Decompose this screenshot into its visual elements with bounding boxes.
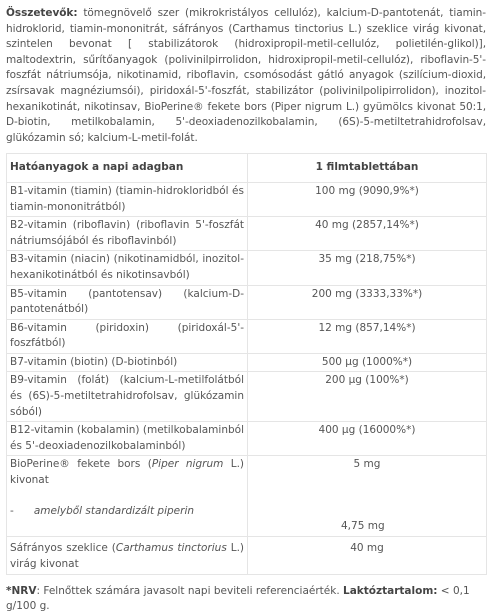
row-value	[248, 456, 487, 537]
header-per-tablet: 1 filmtablettában	[248, 154, 487, 183]
row-name: B6-vitamin (piridoxin) (piridoxál-5'-foszfátból)	[7, 319, 248, 353]
table-row-safflower	[7, 537, 487, 574]
row-value: 40 mg	[248, 537, 487, 574]
table-row	[7, 353, 487, 372]
row-name: Sáfrányos szeklice (Carthamus tinctorius L.) virág kivonat	[7, 537, 248, 574]
row-name: B1-vitamin (tiamin) (tiamin-hidrokloridból és tiamin-mononitrátból)	[7, 182, 248, 216]
table-row	[7, 319, 487, 353]
row-name: B2-vitamin (riboflavin) (riboflavin 5'-foszfát nátriumsójából és riboflavinból)	[7, 217, 248, 251]
ingredients-text: tömegnövelő szer (mikrokristályos cellulóz), kalcium-D-pantotenát, tiamin-hidroklorid, tiamin-mononitrát, sáfrányos (Carthamus tinctorius L.) szeklice virág kivonat, szintelen bevonat [ stabilizátorok (hidroxipropil-metil-cellulóz, polietilén-glikol)], maltodextrin, sűrítőanyagok (polivinilpirrolidon, hidroxipropil-metil-cellulóz), riboflavin-5'-foszfát nátriumsója, nikotinamid, riboflavin, csomósodást gátló anyagok (szilícium-dioxid, zsírsavak magnéziumsói), piridoxál-5'-foszfát, stabilizátor (polivinilpolipirrolidon), inozitol-hexanikotinát, nikotinsav, BioPerine® fekete bors (Piper nigrum L.) gyümölcs kivonat 50:1, D-biotin, metilkobalamin, 5'-deoxiadenozilkobalamin, (6S)-5-metiltetrahidrofolsav, glükózamin só; kalcium-L-metil-folát.	[6, 7, 486, 144]
row-value: 12 mg (857,14%*)	[248, 319, 487, 353]
table-row	[7, 217, 487, 251]
table-row	[7, 372, 487, 422]
row-name: B7-vitamin (biotin) (D-biotinból)	[7, 353, 248, 372]
table-header-row	[7, 154, 487, 183]
row-value: 35 mg (218,75%*)	[248, 251, 487, 285]
row-value: 200 mg (3333,33%*)	[248, 285, 487, 319]
row-name: BioPerine® fekete bors (Piper nigrum L.) kivonat - amelyből standardizált piperin	[7, 456, 248, 537]
row-value: 200 µg (100%*)	[248, 372, 487, 422]
header-active-ingredients: Hatóanyagok a napi adagban	[7, 154, 248, 183]
row-value: 40 mg (2857,14%*)	[248, 217, 487, 251]
row-name: B3-vitamin (niacin) (nikotinamidból, inozitol-hexanikotinátból és nikotinsavból)	[7, 251, 248, 285]
row-value: 500 µg (1000%*)	[248, 353, 487, 372]
nutrition-table	[6, 153, 487, 574]
table-row	[7, 251, 487, 285]
table-row	[7, 422, 487, 456]
table-row	[7, 285, 487, 319]
bioperine-value: 5 mg	[353, 458, 381, 471]
ingredients-label: Összetevők:	[6, 7, 78, 19]
nrv-text: : Felnőttek számára javasolt napi beviteli referenciaérték.	[36, 584, 340, 597]
lactose-label: Laktóztartalom:	[343, 584, 438, 597]
nrv-label: *NRV	[6, 584, 37, 597]
piperine-subline: - amelyből standardizált piperin	[10, 504, 195, 517]
row-value: 400 µg (16000%*)	[248, 422, 487, 456]
table-row	[7, 182, 487, 216]
footnote	[6, 584, 486, 615]
table-row-bioperine	[7, 456, 487, 537]
row-name: B5-vitamin (pantotensav) (kalcium-D-pantotenátból)	[7, 285, 248, 319]
row-name: B9-vitamin (folát) (kalcium-L-metilfolátból és (6S)-5-metiltetrahidrofolsav, glükózamin sóból)	[7, 372, 248, 422]
piperine-value: 4,75 mg	[341, 520, 385, 533]
ingredients-paragraph	[6, 6, 486, 146]
row-value: 100 mg (9090,9%*)	[248, 182, 487, 216]
row-name: B12-vitamin (kobalamin) (metilkobalaminból és 5'-deoxiadenozilkobalaminból)	[7, 422, 248, 456]
lactose-text: < 0,1 g/100 g.	[6, 584, 470, 613]
